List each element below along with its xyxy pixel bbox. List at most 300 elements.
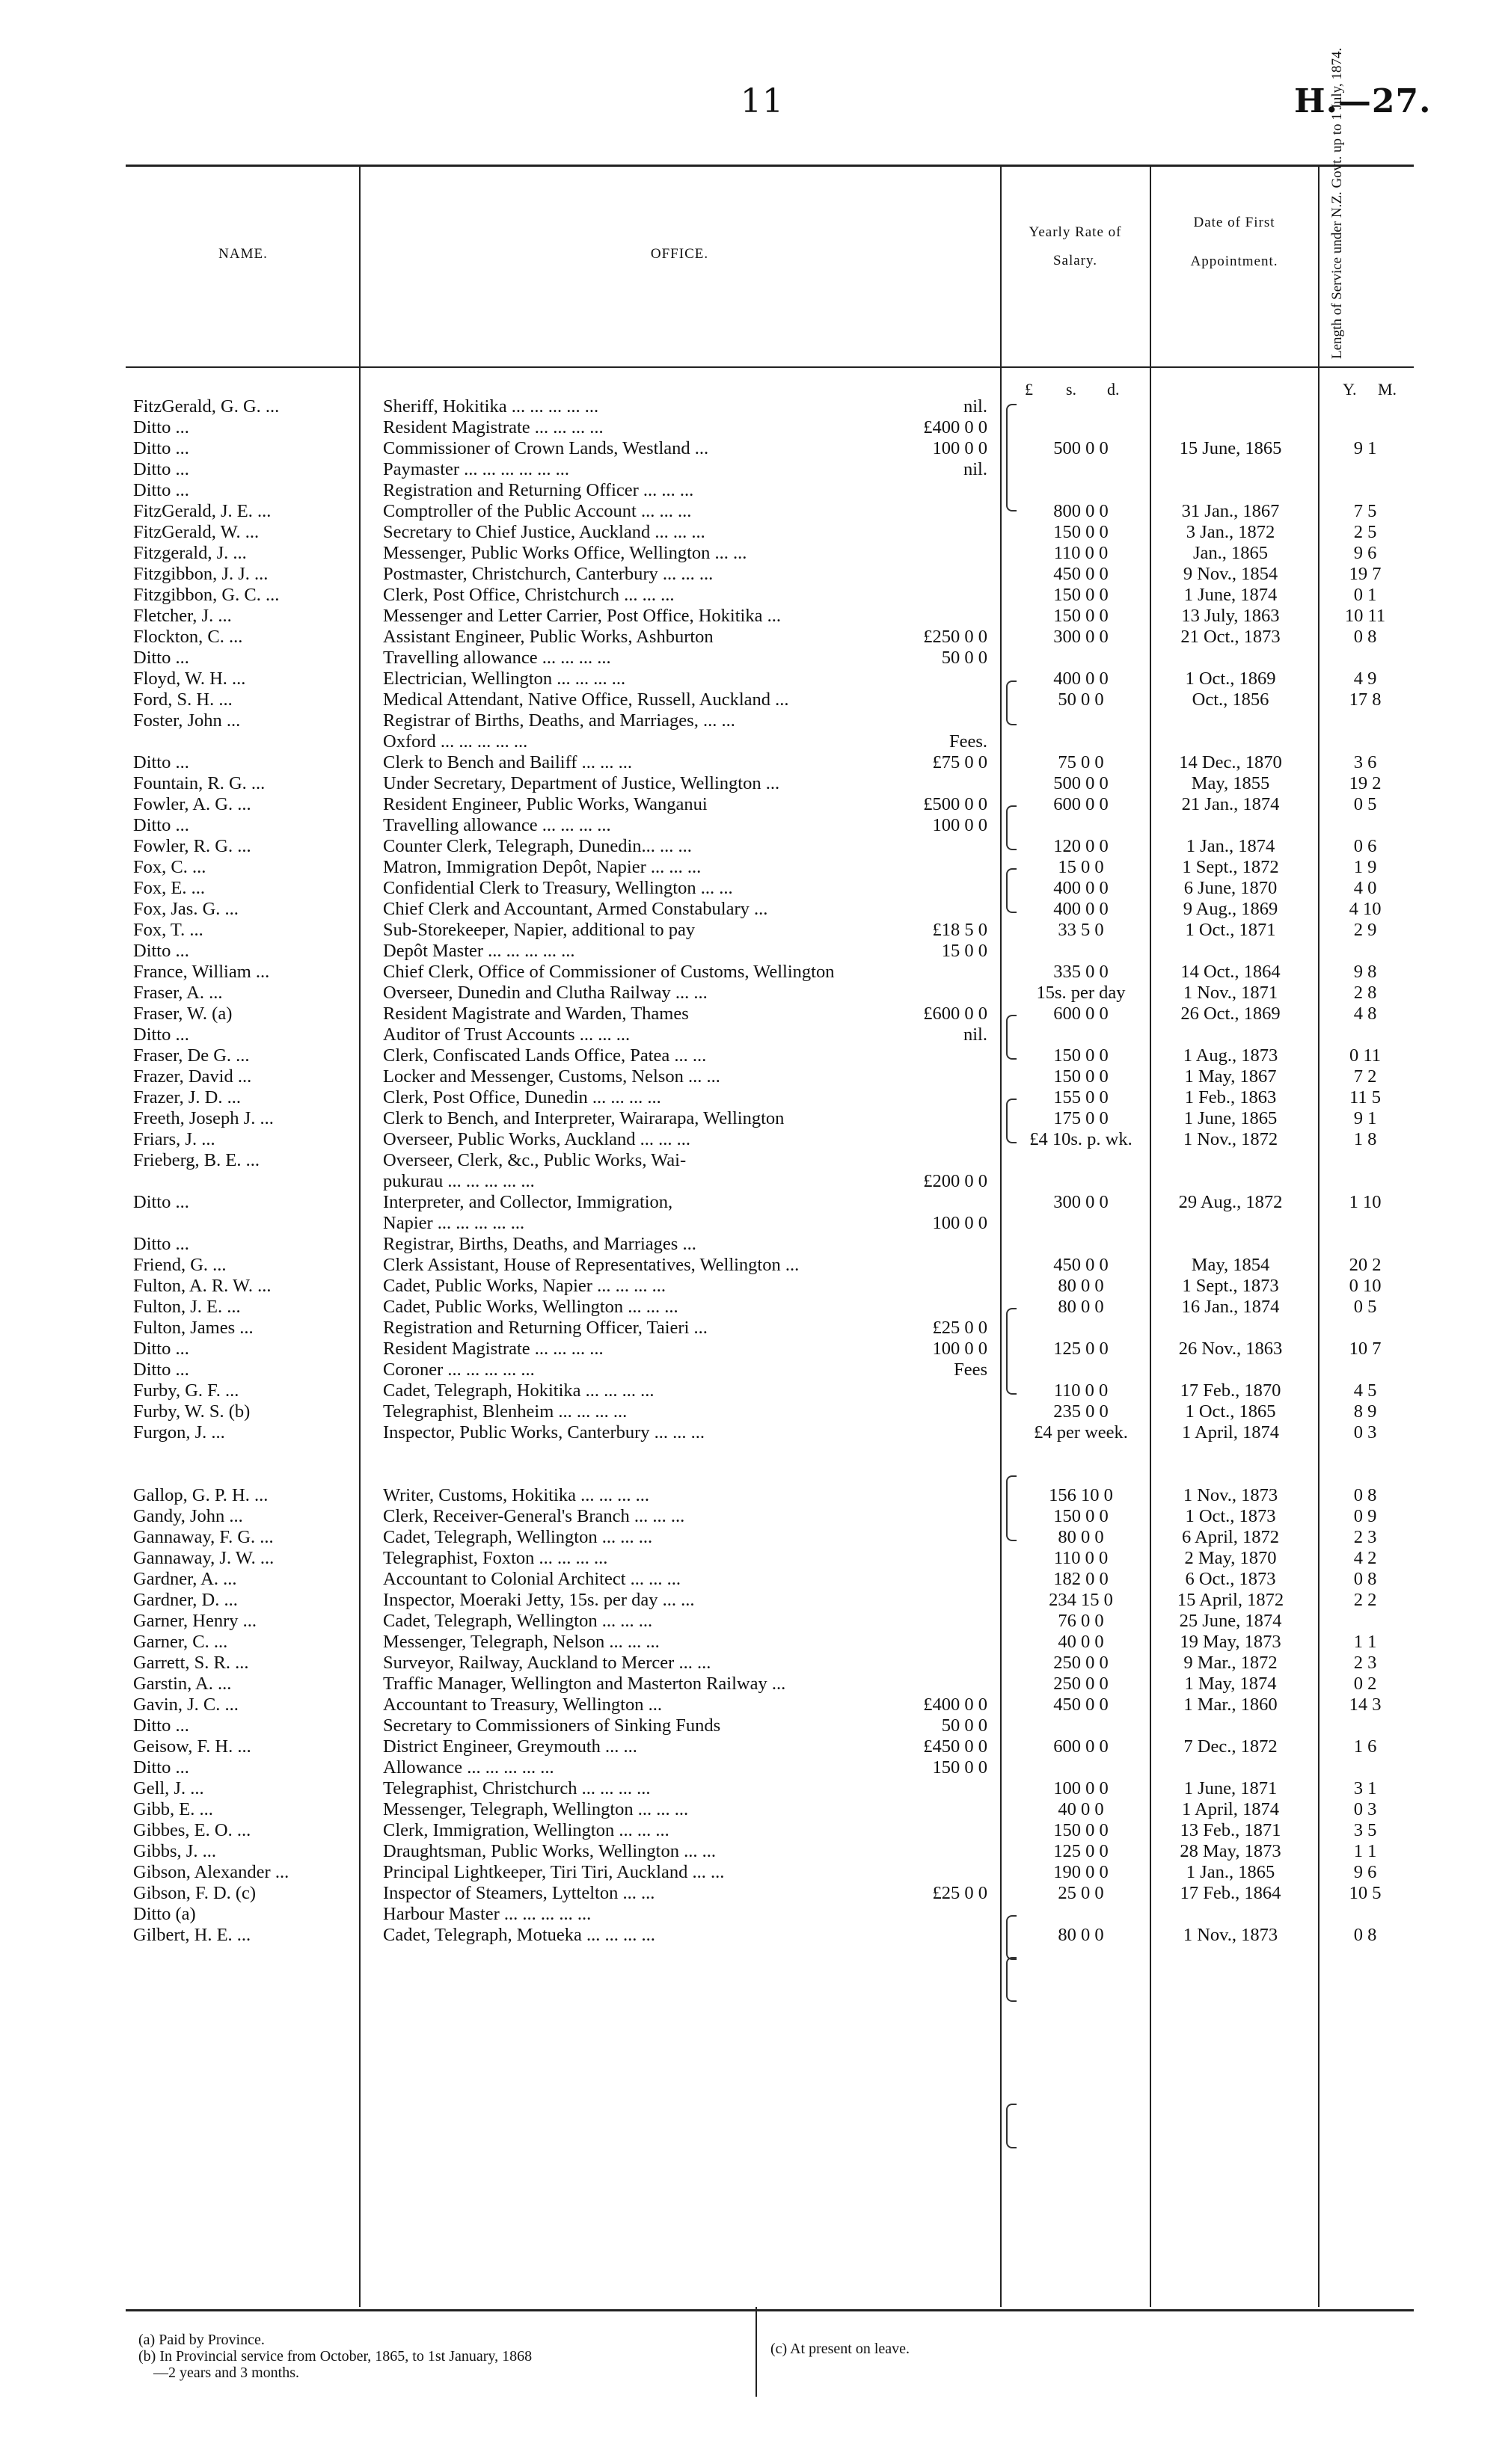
row-appointment-date: 17 Feb., 1870 xyxy=(1180,1380,1281,1401)
row-name: France, William ... xyxy=(133,962,270,982)
row-yearly-salary: 50 0 0 xyxy=(1058,689,1104,710)
row-appointment-date: 1 Oct., 1869 xyxy=(1185,669,1276,689)
row-length-of-service: 2 3 xyxy=(1353,1653,1377,1673)
group-brace xyxy=(1006,1015,1017,1060)
row-office: Resident Engineer, Public Works, Wanganui xyxy=(383,794,708,814)
row-length-of-service: 3 5 xyxy=(1353,1820,1377,1840)
row-appointment-date: 21 Jan., 1874 xyxy=(1181,794,1280,814)
row-yearly-salary: 110 0 0 xyxy=(1053,543,1109,563)
row-length-of-service: 10 7 xyxy=(1349,1339,1382,1359)
row-name: Ditto ... xyxy=(133,1024,189,1045)
row-name: Fulton, A. R. W. ... xyxy=(133,1276,272,1296)
row-name: Friend, G. ... xyxy=(133,1255,227,1275)
row-yearly-salary: 250 0 0 xyxy=(1053,1653,1109,1673)
row-appointment-date: 15 June, 1865 xyxy=(1179,438,1282,458)
row-length-of-service: 0 8 xyxy=(1353,1485,1377,1505)
row-component-salary: 150 0 0 xyxy=(932,1757,987,1778)
row-office: Accountant to Treasury, Wellington ... xyxy=(383,1695,662,1715)
row-length-of-service: 9 1 xyxy=(1353,1108,1377,1128)
row-name: Gandy, John ... xyxy=(133,1506,243,1526)
row-office: Electrician, Wellington ... ... ... ... xyxy=(383,669,626,689)
row-appointment-date: 1 May, 1867 xyxy=(1184,1066,1277,1087)
row-length-of-service: 9 8 xyxy=(1353,962,1377,982)
row-component-salary: £500 0 0 xyxy=(923,794,987,814)
row-length-of-service: 1 1 xyxy=(1353,1841,1377,1861)
row-name: Gallop, G. P. H. ... xyxy=(133,1485,269,1505)
row-appointment-date: 1 Oct., 1873 xyxy=(1185,1506,1276,1526)
column-divider xyxy=(1000,165,1002,2307)
row-office: Traffic Manager, Wellington and Masterton Railway ... xyxy=(383,1674,786,1694)
row-length-of-service: 9 6 xyxy=(1353,1862,1377,1882)
row-office: Telegraphist, Christchurch ... ... ... ... xyxy=(383,1778,651,1798)
row-name: Fraser, De G. ... xyxy=(133,1045,250,1066)
row-appointment-date: 1 Mar., 1860 xyxy=(1183,1695,1278,1715)
row-yearly-salary: 25 0 0 xyxy=(1058,1883,1104,1903)
row-yearly-salary: £4 per week. xyxy=(1034,1422,1128,1443)
row-component-salary: £400 0 0 xyxy=(923,1695,987,1715)
row-name: Gell, J. ... xyxy=(133,1778,204,1798)
row-office: Secretary to Commissioners of Sinking Funds xyxy=(383,1715,721,1736)
row-name: FitzGerald, G. G. ... xyxy=(133,396,280,417)
row-name: Garner, C. ... xyxy=(133,1632,228,1652)
row-name: Frazer, David ... xyxy=(133,1066,252,1087)
row-office: Clerk to Bench, and Interpreter, Wairarapa, Wellington xyxy=(383,1108,785,1128)
row-name: Gannaway, F. G. ... xyxy=(133,1527,274,1547)
row-office: Napier ... ... ... ... ... xyxy=(383,1213,525,1233)
row-length-of-service: 1 8 xyxy=(1353,1129,1377,1149)
row-office: Registration and Returning Officer, Taieri ... xyxy=(383,1318,708,1338)
row-office: Registrar, Births, Deaths, and Marriages ... xyxy=(383,1234,696,1254)
row-name: Garrett, S. R. ... xyxy=(133,1653,249,1673)
row-yearly-salary: 500 0 0 xyxy=(1053,773,1109,793)
row-yearly-salary: 234 15 0 xyxy=(1049,1590,1113,1610)
header-rule xyxy=(126,366,1414,368)
row-appointment-date: 13 July, 1863 xyxy=(1181,606,1280,626)
row-length-of-service: 0 11 xyxy=(1349,1045,1381,1066)
row-name: Fulton, James ... xyxy=(133,1318,254,1338)
row-office: Overseer, Clerk, &c., Public Works, Wai- xyxy=(383,1150,687,1170)
row-length-of-service: 2 2 xyxy=(1353,1590,1377,1610)
row-length-of-service: 1 10 xyxy=(1349,1192,1382,1212)
row-appointment-date: 1 Nov., 1873 xyxy=(1183,1485,1278,1505)
row-name: Gibb, E. ... xyxy=(133,1799,213,1819)
row-length-of-service: 19 2 xyxy=(1349,773,1382,793)
row-office: Depôt Master ... ... ... ... ... xyxy=(383,941,575,961)
column-header-date: Date of First Appointment. xyxy=(1190,215,1278,269)
row-appointment-date: 28 May, 1873 xyxy=(1180,1841,1281,1861)
column-header-length: Length of Service under N.Z. Govt. up to 1 July, 1874. xyxy=(1329,47,1345,359)
row-yearly-salary: 150 0 0 xyxy=(1053,606,1109,626)
row-name: Frazer, J. D. ... xyxy=(133,1087,241,1107)
row-yearly-salary: 40 0 0 xyxy=(1058,1632,1104,1652)
row-appointment-date: 9 Aug., 1869 xyxy=(1183,899,1278,919)
row-yearly-salary: 400 0 0 xyxy=(1053,878,1109,898)
group-brace xyxy=(1006,404,1017,511)
row-name: Fletcher, J. ... xyxy=(133,606,232,626)
row-office: Resident Magistrate ... ... ... ... xyxy=(383,417,604,437)
row-office: Cadet, Public Works, Wellington ... ... ... xyxy=(383,1297,678,1317)
row-length-of-service: 17 8 xyxy=(1349,689,1382,710)
row-yearly-salary: 80 0 0 xyxy=(1058,1527,1104,1547)
row-yearly-salary: 110 0 0 xyxy=(1053,1380,1109,1401)
row-length-of-service: 0 6 xyxy=(1353,836,1377,856)
row-yearly-salary: 190 0 0 xyxy=(1053,1862,1109,1882)
row-appointment-date: 6 April, 1872 xyxy=(1182,1527,1279,1547)
row-appointment-date: 7 Dec., 1872 xyxy=(1183,1736,1278,1757)
row-yearly-salary: 80 0 0 xyxy=(1058,1925,1104,1945)
row-office: Messenger, Public Works Office, Wellington ... ... xyxy=(383,543,747,563)
row-name: Furby, G. F. ... xyxy=(133,1380,239,1401)
row-office: Under Secretary, Department of Justice, Wellington ... xyxy=(383,773,780,793)
row-appointment-date: 1 Sept., 1872 xyxy=(1182,857,1279,877)
row-appointment-date: 1 April, 1874 xyxy=(1182,1799,1279,1819)
row-name: Garstin, A. ... xyxy=(133,1674,232,1694)
row-office: Travelling allowance ... ... ... ... xyxy=(383,648,611,668)
row-component-salary: 15 0 0 xyxy=(941,941,987,961)
row-component-salary: 100 0 0 xyxy=(932,438,987,458)
row-component-salary: nil. xyxy=(963,1024,987,1045)
row-length-of-service: 19 7 xyxy=(1349,564,1382,584)
row-yearly-salary: 450 0 0 xyxy=(1053,1255,1109,1275)
row-name: Geisow, F. H. ... xyxy=(133,1736,251,1757)
row-name: Gilbert, H. E. ... xyxy=(133,1925,251,1945)
row-name: Gardner, D. ... xyxy=(133,1590,238,1610)
row-name: FitzGerald, J. E. ... xyxy=(133,501,272,521)
row-name: Ditto (a) xyxy=(133,1904,196,1924)
row-appointment-date: 21 Oct., 1873 xyxy=(1180,627,1281,647)
group-brace xyxy=(1006,1308,1017,1395)
row-component-salary: 100 0 0 xyxy=(932,1339,987,1359)
row-length-of-service: 0 3 xyxy=(1353,1799,1377,1819)
row-length-of-service: 3 6 xyxy=(1353,752,1377,772)
row-name: Fitzgibbon, J. J. ... xyxy=(133,564,269,584)
row-yearly-salary: 110 0 0 xyxy=(1053,1548,1109,1568)
row-office: Inspector, Public Works, Canterbury ... ... ... xyxy=(383,1422,705,1443)
row-yearly-salary: 150 0 0 xyxy=(1053,1045,1109,1066)
row-yearly-salary: 250 0 0 xyxy=(1053,1674,1109,1694)
row-office: Clerk, Post Office, Christchurch ... ... ... xyxy=(383,585,675,605)
row-component-salary: 50 0 0 xyxy=(941,648,987,668)
row-yearly-salary: 76 0 0 xyxy=(1058,1611,1104,1631)
row-office: Telegraphist, Blenheim ... ... ... ... xyxy=(383,1401,628,1422)
group-brace xyxy=(1006,868,1017,913)
row-yearly-salary: 235 0 0 xyxy=(1053,1401,1109,1422)
footnote-divider xyxy=(756,2307,757,2397)
row-appointment-date: 1 May, 1874 xyxy=(1184,1674,1277,1694)
row-office: Chief Clerk, Office of Commissioner of Customs, Wellington xyxy=(383,962,835,982)
row-name: Ditto ... xyxy=(133,438,189,458)
row-office: Cadet, Telegraph, Wellington ... ... ... xyxy=(383,1611,653,1631)
row-yearly-salary: 80 0 0 xyxy=(1058,1276,1104,1296)
row-office: Clerk Assistant, House of Representatives, Wellington ... xyxy=(383,1255,800,1275)
row-yearly-salary: 156 10 0 xyxy=(1049,1485,1113,1505)
row-appointment-date: 26 Oct., 1869 xyxy=(1180,1004,1281,1024)
row-office: Draughtsman, Public Works, Wellington ... ... xyxy=(383,1841,716,1861)
row-appointment-date: 1 June, 1865 xyxy=(1183,1108,1278,1128)
row-appointment-date: May, 1854 xyxy=(1191,1255,1270,1275)
row-component-salary: £400 0 0 xyxy=(923,417,987,437)
row-length-of-service: 7 5 xyxy=(1353,501,1377,521)
row-appointment-date: 19 May, 1873 xyxy=(1180,1632,1281,1652)
row-component-salary: £600 0 0 xyxy=(923,1004,987,1024)
row-name: Gardner, A. ... xyxy=(133,1569,237,1589)
row-length-of-service: 0 2 xyxy=(1353,1674,1377,1694)
row-office: District Engineer, Greymouth ... ... xyxy=(383,1736,637,1757)
row-appointment-date: 1 Sept., 1873 xyxy=(1182,1276,1279,1296)
row-name: Ditto ... xyxy=(133,417,189,437)
row-office: Clerk, Immigration, Wellington ... ... ... xyxy=(383,1820,669,1840)
row-appointment-date: Jan., 1865 xyxy=(1192,543,1269,563)
row-office: Overseer, Dunedin and Clutha Railway ... ... xyxy=(383,983,708,1003)
column-header-name: NAME. xyxy=(218,246,268,262)
row-component-salary: £25 0 0 xyxy=(932,1883,987,1903)
row-yearly-salary: 40 0 0 xyxy=(1058,1799,1104,1819)
row-length-of-service: 10 11 xyxy=(1344,606,1386,626)
row-appointment-date: 26 Nov., 1863 xyxy=(1178,1339,1283,1359)
row-name: Floyd, W. H. ... xyxy=(133,669,246,689)
row-name: Fox, Jas. G. ... xyxy=(133,899,239,919)
row-office: Messenger, Telegraph, Wellington ... ... ... xyxy=(383,1799,689,1819)
unit-pence: d. xyxy=(1107,380,1120,399)
group-brace xyxy=(1006,680,1017,725)
row-office: Telegraphist, Foxton ... ... ... ... xyxy=(383,1548,608,1568)
row-component-salary: 100 0 0 xyxy=(932,1213,987,1233)
row-appointment-date: 6 June, 1870 xyxy=(1183,878,1278,898)
row-appointment-date: 3 Jan., 1872 xyxy=(1186,522,1275,542)
row-yearly-salary: 400 0 0 xyxy=(1053,669,1109,689)
row-component-salary: nil. xyxy=(963,459,987,479)
row-name: Friars, J. ... xyxy=(133,1129,215,1149)
footnote-b-cont: —2 years and 3 months. xyxy=(153,2365,299,2381)
row-appointment-date: 16 Jan., 1874 xyxy=(1181,1297,1280,1317)
row-yearly-salary: 150 0 0 xyxy=(1053,1506,1109,1526)
row-length-of-service: 2 9 xyxy=(1353,920,1377,940)
row-name: Ditto ... xyxy=(133,1192,189,1212)
row-length-of-service: 14 3 xyxy=(1349,1695,1382,1715)
row-name: Fraser, A. ... xyxy=(133,983,223,1003)
row-yearly-salary: 335 0 0 xyxy=(1053,962,1109,982)
group-brace xyxy=(1006,1915,1017,1960)
row-length-of-service: 0 8 xyxy=(1353,1925,1377,1945)
row-name: Gavin, J. C. ... xyxy=(133,1695,239,1715)
row-component-salary: £25 0 0 xyxy=(932,1318,987,1338)
row-name: Ditto ... xyxy=(133,1715,189,1736)
row-name: Ditto ... xyxy=(133,480,189,500)
row-office: Commissioner of Crown Lands, Westland ... xyxy=(383,438,709,458)
row-yearly-salary: 400 0 0 xyxy=(1053,899,1109,919)
row-office: Coroner ... ... ... ... ... xyxy=(383,1359,535,1380)
column-divider xyxy=(1150,165,1151,2307)
row-name: Gibson, Alexander ... xyxy=(133,1862,289,1882)
column-divider xyxy=(1318,165,1320,2307)
row-appointment-date: May, 1855 xyxy=(1191,773,1270,793)
row-appointment-date: 6 Oct., 1873 xyxy=(1185,1569,1276,1589)
row-component-salary: £75 0 0 xyxy=(932,752,987,772)
row-office: Confidential Clerk to Treasury, Wellington ... ... xyxy=(383,878,733,898)
row-length-of-service: 9 1 xyxy=(1353,438,1377,458)
row-name: Gibson, F. D. (c) xyxy=(133,1883,257,1903)
row-appointment-date: 2 May, 1870 xyxy=(1184,1548,1277,1568)
row-office: Resident Magistrate ... ... ... ... xyxy=(383,1339,604,1359)
row-name: Fowler, A. G. ... xyxy=(133,794,251,814)
row-length-of-service: 4 10 xyxy=(1349,899,1382,919)
row-length-of-service: 2 5 xyxy=(1353,522,1377,542)
row-office: Assistant Engineer, Public Works, Ashburton xyxy=(383,627,714,647)
row-appointment-date: 1 April, 1874 xyxy=(1182,1422,1279,1443)
row-name: Ditto ... xyxy=(133,1757,189,1778)
row-appointment-date: 1 Oct., 1865 xyxy=(1185,1401,1276,1422)
table-frame xyxy=(126,165,1414,2311)
group-brace xyxy=(1006,2104,1017,2148)
row-name: Fox, C. ... xyxy=(133,857,206,877)
row-name: Ditto ... xyxy=(133,1359,189,1380)
row-appointment-date: 17 Feb., 1864 xyxy=(1180,1883,1281,1903)
row-name: Garner, Henry ... xyxy=(133,1611,257,1631)
row-yearly-salary: 80 0 0 xyxy=(1058,1297,1104,1317)
row-office: Counter Clerk, Telegraph, Dunedin... ... ... xyxy=(383,836,692,856)
row-appointment-date: 9 Mar., 1872 xyxy=(1183,1653,1278,1673)
row-length-of-service: 4 8 xyxy=(1353,1004,1377,1024)
row-office: Principal Lightkeeper, Tiri Tiri, Auckland ... ... xyxy=(383,1862,725,1882)
row-office: Postmaster, Christchurch, Canterbury ... ... ... xyxy=(383,564,714,584)
row-office: Messenger and Letter Carrier, Post Office, Hokitika ... xyxy=(383,606,781,626)
row-yearly-salary: 300 0 0 xyxy=(1053,1192,1109,1212)
row-yearly-salary: 182 0 0 xyxy=(1053,1569,1109,1589)
row-office: pukurau ... ... ... ... ... xyxy=(383,1171,535,1191)
row-office: Auditor of Trust Accounts ... ... ... xyxy=(383,1024,631,1045)
row-component-salary: £200 0 0 xyxy=(923,1171,987,1191)
row-appointment-date: 29 Aug., 1872 xyxy=(1178,1192,1283,1212)
row-name: Fulton, J. E. ... xyxy=(133,1297,241,1317)
row-appointment-date: 1 Oct., 1871 xyxy=(1185,920,1276,940)
row-office: Clerk, Confiscated Lands Office, Patea ... ... xyxy=(383,1045,707,1066)
row-office: Paymaster ... ... ... ... ... ... xyxy=(383,459,570,479)
row-length-of-service: 0 10 xyxy=(1349,1276,1382,1296)
row-office: Sub-Storekeeper, Napier, additional to pay xyxy=(383,920,696,940)
unit-pounds: £ xyxy=(1025,380,1033,399)
row-yearly-salary: 500 0 0 xyxy=(1053,438,1109,458)
footnote-c: (c) At present on leave. xyxy=(770,2341,910,2357)
row-office: Writer, Customs, Hokitika ... ... ... ... xyxy=(383,1485,649,1505)
row-yearly-salary: 15 0 0 xyxy=(1058,857,1104,877)
unit-months: M. xyxy=(1378,380,1397,399)
row-length-of-service: 0 3 xyxy=(1353,1422,1377,1443)
row-office: Clerk, Post Office, Dunedin ... ... ... ... xyxy=(383,1087,661,1107)
row-length-of-service: 0 5 xyxy=(1353,1297,1377,1317)
row-yearly-salary: £4 10s. p. wk. xyxy=(1029,1129,1133,1149)
row-office: Cadet, Telegraph, Motueka ... ... ... ... xyxy=(383,1925,655,1945)
row-name: Fitzgibbon, G. C. ... xyxy=(133,585,280,605)
row-name: Gibbes, E. O. ... xyxy=(133,1820,251,1840)
row-length-of-service: 2 3 xyxy=(1353,1527,1377,1547)
row-office: Medical Attendant, Native Office, Russell, Auckland ... xyxy=(383,689,789,710)
row-yearly-salary: 450 0 0 xyxy=(1053,564,1109,584)
row-name: Fraser, W. (a) xyxy=(133,1004,233,1024)
row-office: Cadet, Telegraph, Hokitika ... ... ... ... xyxy=(383,1380,655,1401)
row-length-of-service: 4 5 xyxy=(1353,1380,1377,1401)
row-component-salary: £450 0 0 xyxy=(923,1736,987,1757)
row-length-of-service: 0 9 xyxy=(1353,1506,1377,1526)
row-appointment-date: 14 Dec., 1870 xyxy=(1179,752,1282,772)
row-office: Messenger, Telegraph, Nelson ... ... ... xyxy=(383,1632,660,1652)
row-component-salary: £250 0 0 xyxy=(923,627,987,647)
row-appointment-date: 1 Feb., 1863 xyxy=(1184,1087,1277,1107)
row-appointment-date: 31 Jan., 1867 xyxy=(1181,501,1280,521)
row-yearly-salary: 100 0 0 xyxy=(1053,1778,1109,1798)
row-yearly-salary: 600 0 0 xyxy=(1053,1736,1109,1757)
row-office: Chief Clerk and Accountant, Armed Constabulary ... xyxy=(383,899,768,919)
row-length-of-service: 4 9 xyxy=(1353,669,1377,689)
row-name: Ditto ... xyxy=(133,1339,189,1359)
row-appointment-date: 1 Aug., 1873 xyxy=(1183,1045,1278,1066)
row-yearly-salary: 600 0 0 xyxy=(1053,794,1109,814)
row-length-of-service: 1 6 xyxy=(1353,1736,1377,1757)
row-length-of-service: 11 5 xyxy=(1349,1087,1381,1107)
row-office: Interpreter, and Collector, Immigration, xyxy=(383,1192,673,1212)
row-component-salary: Fees xyxy=(954,1359,987,1380)
column-divider xyxy=(359,165,361,2307)
unit-years: Y. xyxy=(1343,380,1357,399)
row-appointment-date: 14 Oct., 1864 xyxy=(1180,962,1281,982)
row-length-of-service: 3 1 xyxy=(1353,1778,1377,1798)
row-yearly-salary: 150 0 0 xyxy=(1053,1820,1109,1840)
unit-shillings: s. xyxy=(1066,380,1077,399)
row-office: Cadet, Telegraph, Wellington ... ... ... xyxy=(383,1527,653,1547)
row-appointment-date: 1 Nov., 1872 xyxy=(1183,1129,1278,1149)
row-yearly-salary: 33 5 0 xyxy=(1058,920,1104,940)
row-appointment-date: 1 Jan., 1865 xyxy=(1186,1862,1275,1882)
row-name: Ditto ... xyxy=(133,459,189,479)
row-office: Resident Magistrate and Warden, Thames xyxy=(383,1004,689,1024)
row-component-salary: 50 0 0 xyxy=(941,1715,987,1736)
row-name: Foster, John ... xyxy=(133,710,241,731)
row-appointment-date: 9 Nov., 1854 xyxy=(1183,564,1278,584)
column-header-office: OFFICE. xyxy=(650,246,709,262)
row-yearly-salary: 15s. per day xyxy=(1036,983,1126,1003)
row-name: Furgon, J. ... xyxy=(133,1422,225,1443)
row-office: Overseer, Public Works, Auckland ... ... ... xyxy=(383,1129,690,1149)
row-yearly-salary: 155 0 0 xyxy=(1053,1087,1109,1107)
row-appointment-date: 15 April, 1872 xyxy=(1177,1590,1284,1610)
row-component-salary: 100 0 0 xyxy=(932,815,987,835)
group-brace xyxy=(1006,1475,1017,1541)
row-office: Clerk, Receiver-General's Branch ... ... ... xyxy=(383,1506,685,1526)
row-office: Clerk to Bench and Bailiff ... ... ... xyxy=(383,752,632,772)
group-brace xyxy=(1006,805,1017,850)
row-name: Furby, W. S. (b) xyxy=(133,1401,251,1422)
footnote-b: (b) In Provincial service from October, 1865, to 1st January, 1868 xyxy=(138,2348,533,2365)
row-office: Inspector, Moeraki Jetty, 15s. per day ... ... xyxy=(383,1590,695,1610)
row-length-of-service: 20 2 xyxy=(1349,1255,1382,1275)
row-length-of-service: 4 2 xyxy=(1353,1548,1377,1568)
row-name: Fitzgerald, J. ... xyxy=(133,543,247,563)
footnote-a: (a) Paid by Province. xyxy=(138,2332,265,2348)
row-yearly-salary: 125 0 0 xyxy=(1053,1339,1109,1359)
row-name: Ditto ... xyxy=(133,815,189,835)
row-office: Oxford ... ... ... ... ... xyxy=(383,731,528,752)
page-number: 11 xyxy=(741,82,784,120)
row-length-of-service: 9 6 xyxy=(1353,543,1377,563)
row-name: Freeth, Joseph J. ... xyxy=(133,1108,274,1128)
row-office: Harbour Master ... ... ... ... ... xyxy=(383,1904,592,1924)
row-appointment-date: 1 Nov., 1871 xyxy=(1183,983,1278,1003)
row-name: Gannaway, J. W. ... xyxy=(133,1548,275,1568)
row-yearly-salary: 175 0 0 xyxy=(1053,1108,1109,1128)
row-name: Fox, E. ... xyxy=(133,878,205,898)
row-name: Ditto ... xyxy=(133,752,189,772)
row-name: Fountain, R. G. ... xyxy=(133,773,266,793)
row-component-salary: £18 5 0 xyxy=(932,920,987,940)
